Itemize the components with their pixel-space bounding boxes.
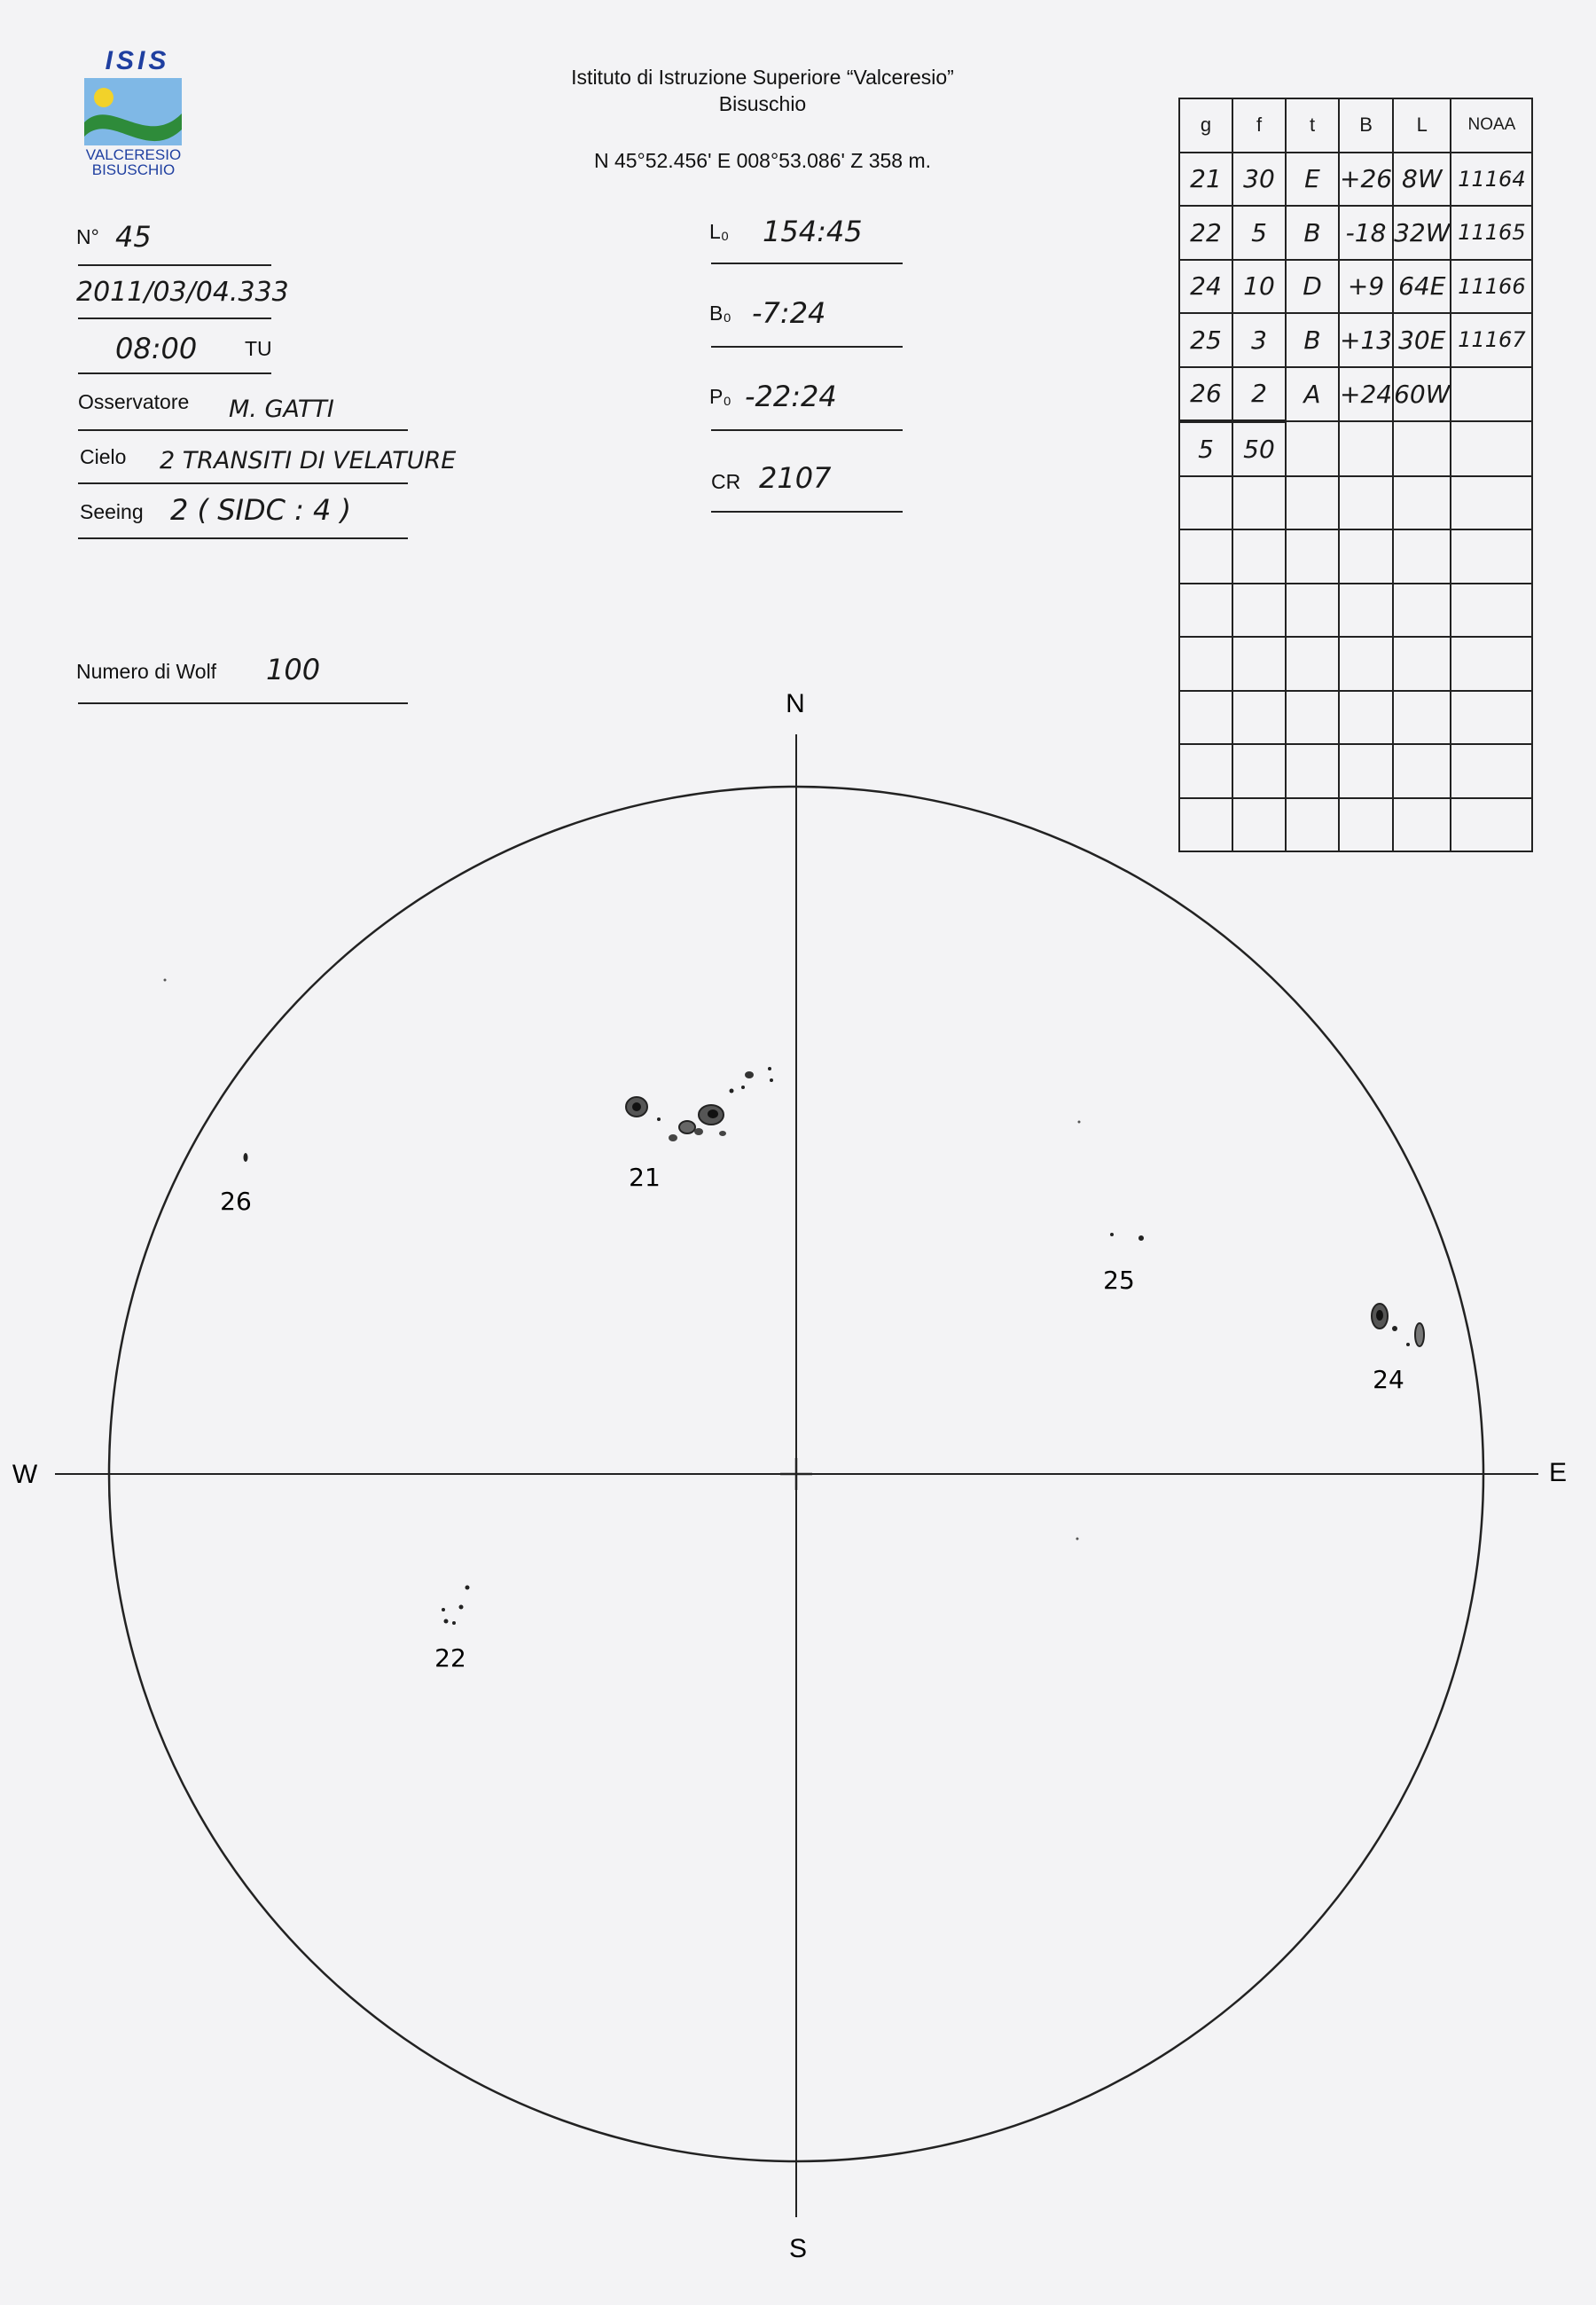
noaa-cell: 11167: [1451, 313, 1532, 367]
b-cell: [1339, 476, 1393, 530]
table-row: [1179, 367, 1532, 422]
table-row: [1179, 153, 1532, 207]
sky-value: 2 TRANSITI DI VELATURE: [160, 447, 457, 474]
observer-name: M. GATTI: [229, 396, 334, 423]
t-cell: A: [1286, 367, 1339, 422]
group-label-21: 21: [629, 1163, 661, 1192]
noaa-cell: [1451, 421, 1532, 476]
observation-time: 08:00: [115, 332, 198, 365]
f-cell: 3: [1232, 313, 1286, 367]
observer-underline: [78, 429, 408, 431]
record-number: 45: [115, 220, 152, 254]
l-cell: 30E: [1393, 313, 1451, 367]
f-cell: [1232, 584, 1286, 638]
time-unit: TU: [245, 337, 272, 360]
table-header-row: [1179, 98, 1532, 153]
noaa-cell: [1451, 367, 1532, 422]
f-cell: 10: [1232, 260, 1286, 314]
wolf-number: 100: [266, 653, 321, 686]
number-label: N°: [76, 225, 99, 248]
noaa-cell: [1451, 584, 1532, 638]
g-cell: 5: [1179, 421, 1232, 476]
g-cell: 22: [1179, 206, 1232, 260]
logo-wordmark: ISIS: [105, 46, 170, 75]
table-row: [1179, 421, 1532, 476]
logo-caption-line1: VALCERESIO: [85, 146, 182, 163]
cr-label: CR: [711, 470, 741, 493]
group-label-25: 25: [1103, 1266, 1135, 1295]
l-cell: [1393, 529, 1451, 584]
p0-value: -22:24: [745, 380, 837, 413]
wolf-label: Numero di Wolf: [76, 660, 217, 683]
number-underline: [78, 264, 271, 266]
west-label: W: [12, 1460, 38, 1489]
observatory-coordinates: N 45°52.456' E 008°53.086' Z 358 m.: [593, 149, 932, 172]
b-cell: [1339, 529, 1393, 584]
t-cell: [1286, 476, 1339, 530]
g-cell: [1179, 584, 1232, 638]
l-cell: 60W: [1393, 367, 1451, 422]
b-cell: -18: [1339, 206, 1393, 260]
institute-town: Bisuschio: [718, 92, 807, 115]
p0-label: P₀: [709, 385, 732, 408]
t-cell: [1286, 529, 1339, 584]
f-cell: 30: [1232, 153, 1286, 207]
observer-label: Osservatore: [78, 390, 190, 413]
sunspot-group-25: [1110, 1233, 1144, 1241]
observation-date: 2011/03/04.333: [76, 277, 289, 308]
l0-label: L₀: [709, 220, 730, 243]
b-cell: [1339, 584, 1393, 638]
b0-value: -7:24: [752, 296, 826, 330]
g-cell: [1179, 529, 1232, 584]
t-cell: E: [1286, 153, 1339, 207]
l0-value: 154:45: [763, 215, 863, 248]
l-cell: 32W: [1393, 206, 1451, 260]
sunspot-group-24: [1372, 1304, 1424, 1346]
b-cell: [1339, 421, 1393, 476]
l-cell: 8W: [1393, 153, 1451, 207]
g-cell: 26: [1179, 367, 1232, 422]
f-cell: 5: [1232, 206, 1286, 260]
l0-underline: [711, 263, 903, 264]
group-label-26: 26: [220, 1187, 252, 1216]
seeing-label: Seeing: [80, 500, 144, 523]
school-logo-icon: [84, 78, 182, 145]
south-label: S: [788, 2234, 808, 2263]
l-cell: [1393, 421, 1451, 476]
north-label: N: [786, 689, 805, 718]
sky-underline: [78, 482, 408, 484]
column-header-b: B: [1339, 98, 1393, 153]
table-row: [1179, 206, 1532, 260]
f-cell: 2: [1232, 367, 1286, 422]
east-label: E: [1548, 1458, 1568, 1487]
column-header-l: L: [1393, 98, 1451, 153]
noaa-cell: 11164: [1451, 153, 1532, 207]
g-cell: 25: [1179, 313, 1232, 367]
seeing-underline: [78, 537, 408, 539]
sunspot-group-21: [626, 1067, 773, 1141]
logo-caption-line2: BISUSCHIO: [91, 161, 176, 178]
l-cell: [1393, 476, 1451, 530]
table-row: [1179, 313, 1532, 367]
b-cell: +13: [1339, 313, 1393, 367]
l-cell: 64E: [1393, 260, 1451, 314]
f-cell: [1232, 529, 1286, 584]
table-row: [1179, 260, 1532, 314]
g-cell: [1179, 476, 1232, 530]
b-cell: +24: [1339, 367, 1393, 422]
stray-mark: [1078, 1121, 1081, 1124]
f-cell: [1232, 476, 1286, 530]
b-cell: +26: [1339, 153, 1393, 207]
t-cell: [1286, 421, 1339, 476]
column-header-t: t: [1286, 98, 1339, 153]
t-cell: D: [1286, 260, 1339, 314]
solar-disk-drawing: [0, 674, 1596, 2297]
seeing-value: 2 ( SIDC : 4 ): [170, 493, 352, 527]
p0-underline: [711, 429, 903, 431]
g-cell: 24: [1179, 260, 1232, 314]
group-label-24: 24: [1373, 1365, 1404, 1394]
noaa-cell: 11165: [1451, 206, 1532, 260]
institute-name: Istituto di Istruzione Superiore “Valceresio”: [571, 66, 954, 89]
b0-label: B₀: [709, 302, 732, 325]
table-row: [1179, 529, 1532, 584]
date-underline: [78, 318, 271, 319]
table-row: [1179, 584, 1532, 638]
table-row: [1179, 476, 1532, 530]
institute-header: [497, 64, 1029, 117]
stray-mark: [1076, 1538, 1079, 1541]
g-cell: 21: [1179, 153, 1232, 207]
column-header-noaa: NOAA: [1451, 98, 1532, 153]
time-underline: [78, 372, 271, 374]
noaa-cell: [1451, 529, 1532, 584]
l-cell: [1393, 584, 1451, 638]
f-cell: 50: [1232, 421, 1286, 476]
b-cell: +9: [1339, 260, 1393, 314]
cr-underline: [711, 511, 903, 513]
t-cell: B: [1286, 313, 1339, 367]
sunspot-group-22: [442, 1586, 470, 1626]
column-header-g: g: [1179, 98, 1232, 153]
t-cell: B: [1286, 206, 1339, 260]
noaa-cell: 11166: [1451, 260, 1532, 314]
sky-label: Cielo: [80, 445, 127, 468]
group-label-22: 22: [434, 1643, 466, 1673]
sunspot-group-26: [244, 1153, 248, 1162]
cr-value: 2107: [759, 461, 832, 495]
noaa-cell: [1451, 476, 1532, 530]
b0-underline: [711, 346, 903, 348]
stray-mark: [164, 979, 167, 982]
t-cell: [1286, 584, 1339, 638]
column-header-f: f: [1232, 98, 1286, 153]
logo-caption: [78, 147, 189, 177]
